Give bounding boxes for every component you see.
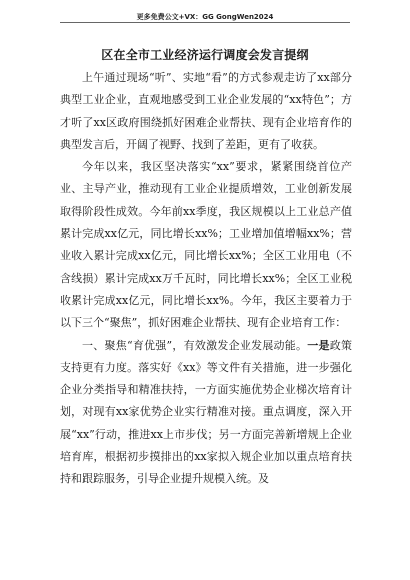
section-heading: 一、聚焦“育优强”，有效激发企业发展动能。 xyxy=(82,338,308,352)
document-title: 区在全市工业经济运行调度会发言提纲 xyxy=(101,48,309,62)
paragraph-3-text: 政策支持更有力度。落实好《xx》等文件有关措施，进一步强化企业分类指导和精准扶持，一方面实施优势企业梯次培育计划，对现有xx家优势企业实行精准对接。重点调度，深入开展“xx”行动，推进xx上市步伐；另一方面完善新增规上企业培育库，根据初步摸排出的xx家拟入规企业加以重点培育扶持和跟踪服务，引导企业提升规模入统。及 xyxy=(60,338,353,486)
header-note: 更多免费公文+VX：GG GongWen2024 xyxy=(136,13,274,21)
header-divider xyxy=(60,22,350,23)
point-marker: 一是 xyxy=(307,338,330,352)
paragraph-3 xyxy=(60,335,352,491)
document-body xyxy=(60,67,352,491)
paragraph-2: 今年以来，我区坚决落实“xx”要求，紧紧围绕首位产业、主导产业，推动现有工业企业提质增效，工业创新发展取得阶段性成效。今年前xx季度，我区规模以上工业总产值累计完成xx亿元，同比增长xx%；工业增加值增幅xx%；营业收入累计完成xx亿元，同比增长xx%；全区工业用电（不含线损）累计完成xx万千瓦时，同比增长xx%；全区工业税收累计完成xx亿元，同比增长xx%。今年，我区主要着力于以下三个“聚焦”，抓好困难企业帮扶、现有企业培育工作： xyxy=(60,160,352,330)
paragraph-1: 上午通过现场“听”、实地“看”的方式参观走访了xx部分典型工业企业，直观地感受到工业企业发展的“xx特色”；方才听了xx区政府围绕抓好困难企业帮扶、现有企业培育作的典型发言后，开阔了视野、找到了差距，更有了收获。 xyxy=(60,71,352,151)
